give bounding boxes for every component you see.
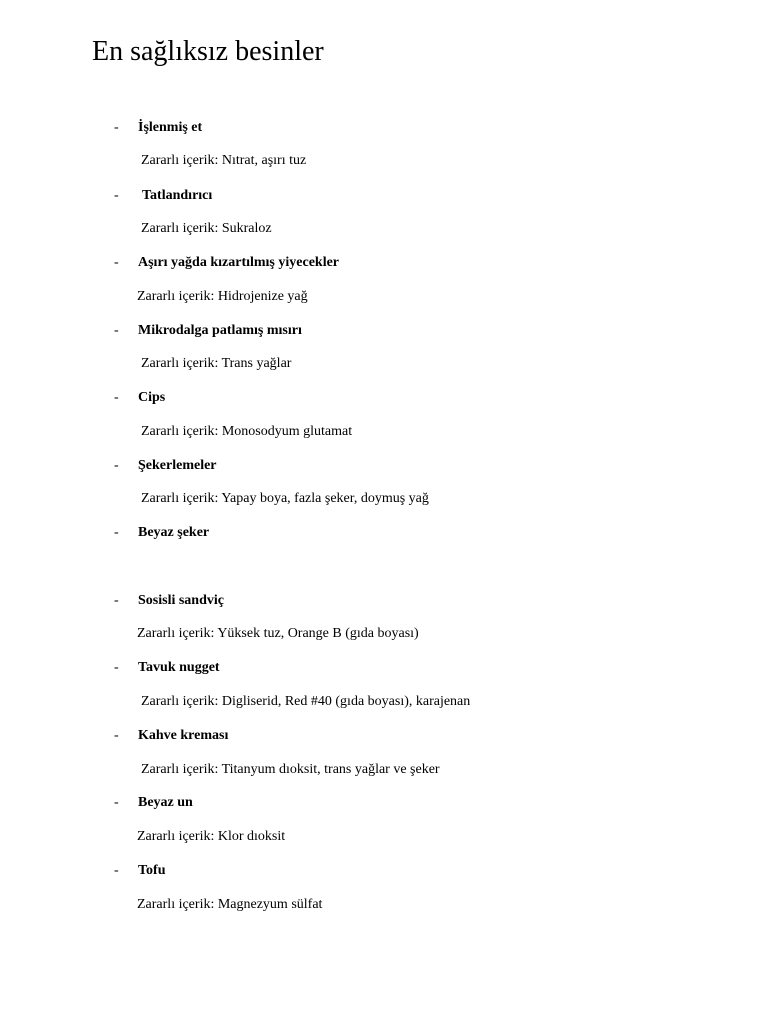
item-name: İşlenmiş et [138, 120, 203, 135]
bullet-dash: - [114, 120, 119, 135]
item-name: Tatlandırıcı [142, 188, 213, 203]
harmful-ingredient-text: Zararlı içerik: Nıtrat, aşırı tuz [141, 153, 307, 168]
bullet-dash: - [114, 323, 119, 338]
harmful-ingredient-text: Zararlı içerik: Trans yağlar [141, 356, 292, 371]
harmful-ingredient-text: Zararlı içerik: Yüksek tuz, Orange B (gıda boyası) [137, 626, 419, 641]
item-name: Beyaz un [138, 795, 193, 810]
item-name: Kahve kreması [138, 728, 229, 743]
harmful-ingredient-text: Zararlı içerik: Klor dıoksit [137, 829, 286, 844]
harmful-ingredient-text: Zararlı içerik: Monosodyum glutamat [141, 424, 353, 439]
bullet-dash: - [114, 863, 119, 878]
harmful-ingredient-text: Zararlı içerik: Magnezyum sülfat [137, 897, 323, 912]
harmful-ingredient-text: Zararlı içerik: Yapay boya, fazla şeker, doymuş yağ [141, 491, 429, 506]
bullet-dash: - [114, 795, 119, 810]
harmful-ingredient-text: Zararlı içerik: Sukraloz [141, 221, 272, 236]
item-name: Mikrodalga patlamış mısırı [138, 323, 302, 338]
item-name: Cips [138, 390, 166, 405]
bullet-dash: - [114, 593, 119, 608]
item-name: Beyaz şeker [138, 525, 210, 540]
harmful-ingredient-text: Zararlı içerik: Hidrojenize yağ [137, 289, 308, 304]
bullet-dash: - [114, 660, 119, 675]
harmful-ingredient-text: Zararlı içerik: Digliserid, Red #40 (gıda boyası), karajenan [141, 694, 471, 709]
bullet-dash: - [114, 525, 119, 540]
bullet-dash: - [114, 255, 119, 270]
bullet-dash: - [114, 728, 119, 743]
page-title: En sağlıksız besinler [92, 36, 324, 67]
harmful-ingredient-text: Zararlı içerik: Titanyum dıoksit, trans yağlar ve şeker [141, 762, 440, 777]
bullet-dash: - [114, 458, 119, 473]
bullet-dash: - [114, 390, 119, 405]
item-name: Şekerlemeler [138, 458, 217, 473]
bullet-dash: - [114, 188, 119, 203]
item-name: Tavuk nugget [138, 660, 220, 675]
item-name: Aşırı yağda kızartılmış yiyecekler [138, 255, 340, 270]
item-name: Tofu [138, 863, 166, 878]
item-name: Sosisli sandviç [138, 593, 224, 608]
